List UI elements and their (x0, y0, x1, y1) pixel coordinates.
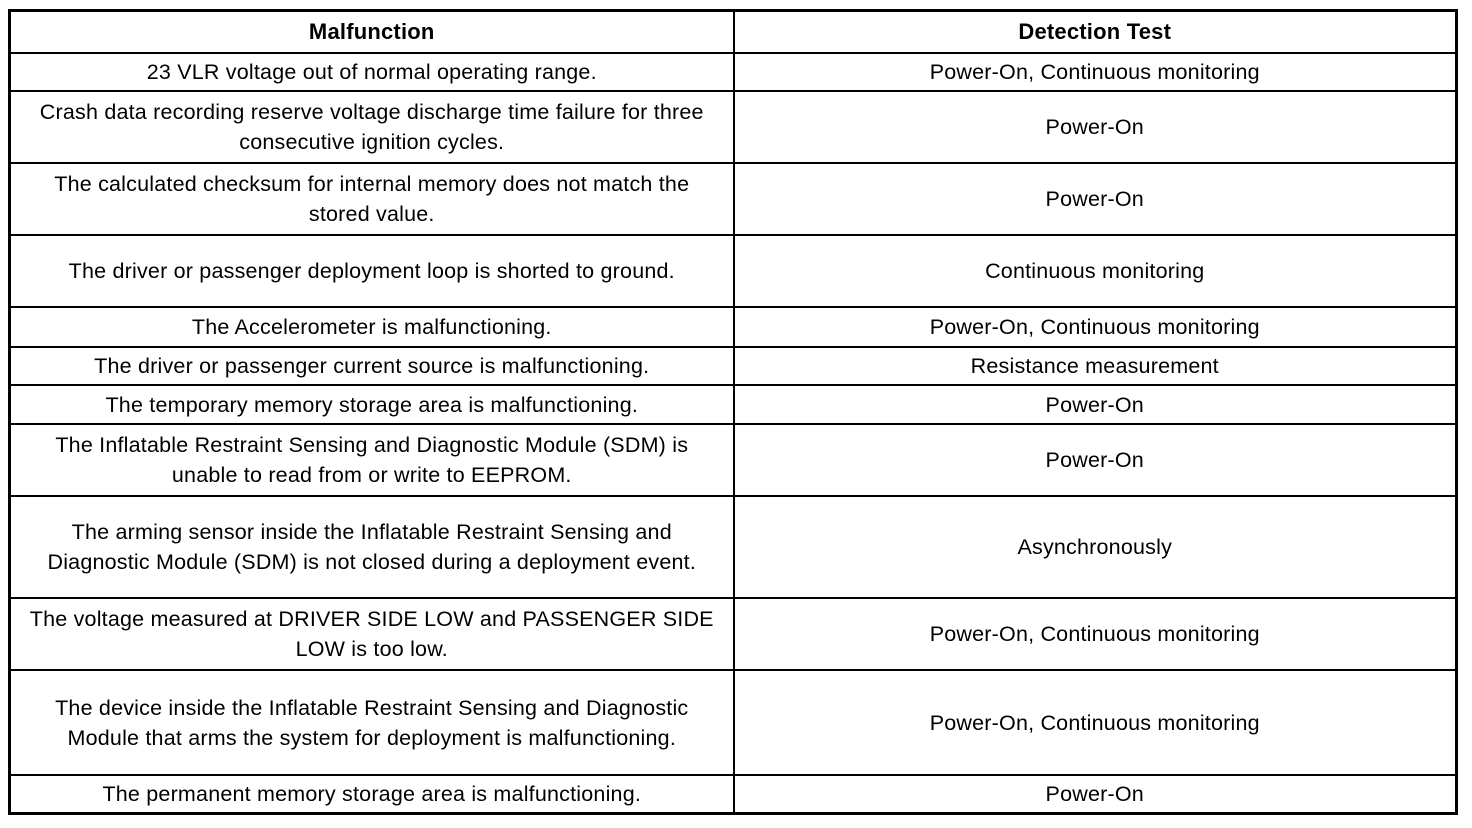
table-row (10, 496, 1457, 598)
malfunction-cell: The calculated checksum for internal memory does not match the stored value. (10, 163, 734, 235)
detection-test-cell: Continuous monitoring (734, 235, 1457, 307)
table-row (10, 235, 1457, 307)
malfunction-detection-table (8, 9, 1458, 815)
detection-test-cell: Power-On, Continuous monitoring (734, 670, 1457, 775)
detection-test-cell: Power-On (734, 775, 1457, 814)
table-row (10, 670, 1457, 775)
detection-test-cell: Resistance measurement (734, 347, 1457, 385)
detection-test-cell: Power-On (734, 424, 1457, 496)
table-row (10, 53, 1457, 91)
table-row (10, 91, 1457, 163)
malfunction-cell: Crash data recording reserve voltage discharge time failure for three consecutive ignition cycles. (10, 91, 734, 163)
table-row (10, 775, 1457, 814)
table-row (10, 385, 1457, 424)
table-row (10, 307, 1457, 347)
detection-test-cell: Power-On, Continuous monitoring (734, 598, 1457, 670)
malfunction-cell: The Inflatable Restraint Sensing and Diagnostic Module (SDM) is unable to read from or write to EEPROM. (10, 424, 734, 496)
malfunction-cell: The voltage measured at DRIVER SIDE LOW and PASSENGER SIDE LOW is too low. (10, 598, 734, 670)
malfunction-cell: The driver or passenger deployment loop is shorted to ground. (10, 235, 734, 307)
detection-test-cell: Power-On, Continuous monitoring (734, 307, 1457, 347)
detection-test-cell: Power-On (734, 91, 1457, 163)
header-detection-test: Detection Test (734, 11, 1457, 54)
malfunction-cell: 23 VLR voltage out of normal operating range. (10, 53, 734, 91)
malfunction-cell: The driver or passenger current source is malfunctioning. (10, 347, 734, 385)
malfunction-cell: The device inside the Inflatable Restraint Sensing and Diagnostic Module that arms the system for deployment is malfunctioning. (10, 670, 734, 775)
detection-test-cell: Power-On, Continuous monitoring (734, 53, 1457, 91)
table-body (10, 53, 1457, 814)
table-row (10, 347, 1457, 385)
detection-test-cell: Power-On (734, 163, 1457, 235)
table-row (10, 598, 1457, 670)
header-malfunction: Malfunction (10, 11, 734, 54)
detection-test-cell: Asynchronously (734, 496, 1457, 598)
malfunction-cell: The arming sensor inside the Inflatable Restraint Sensing and Diagnostic Module (SDM) is not closed during a deployment event. (10, 496, 734, 598)
table-row (10, 424, 1457, 496)
header-row (10, 11, 1457, 54)
malfunction-cell: The permanent memory storage area is malfunctioning. (10, 775, 734, 814)
detection-test-cell: Power-On (734, 385, 1457, 424)
malfunction-cell: The temporary memory storage area is malfunctioning. (10, 385, 734, 424)
table-header (10, 11, 1457, 54)
malfunction-cell: The Accelerometer is malfunctioning. (10, 307, 734, 347)
table-row (10, 163, 1457, 235)
